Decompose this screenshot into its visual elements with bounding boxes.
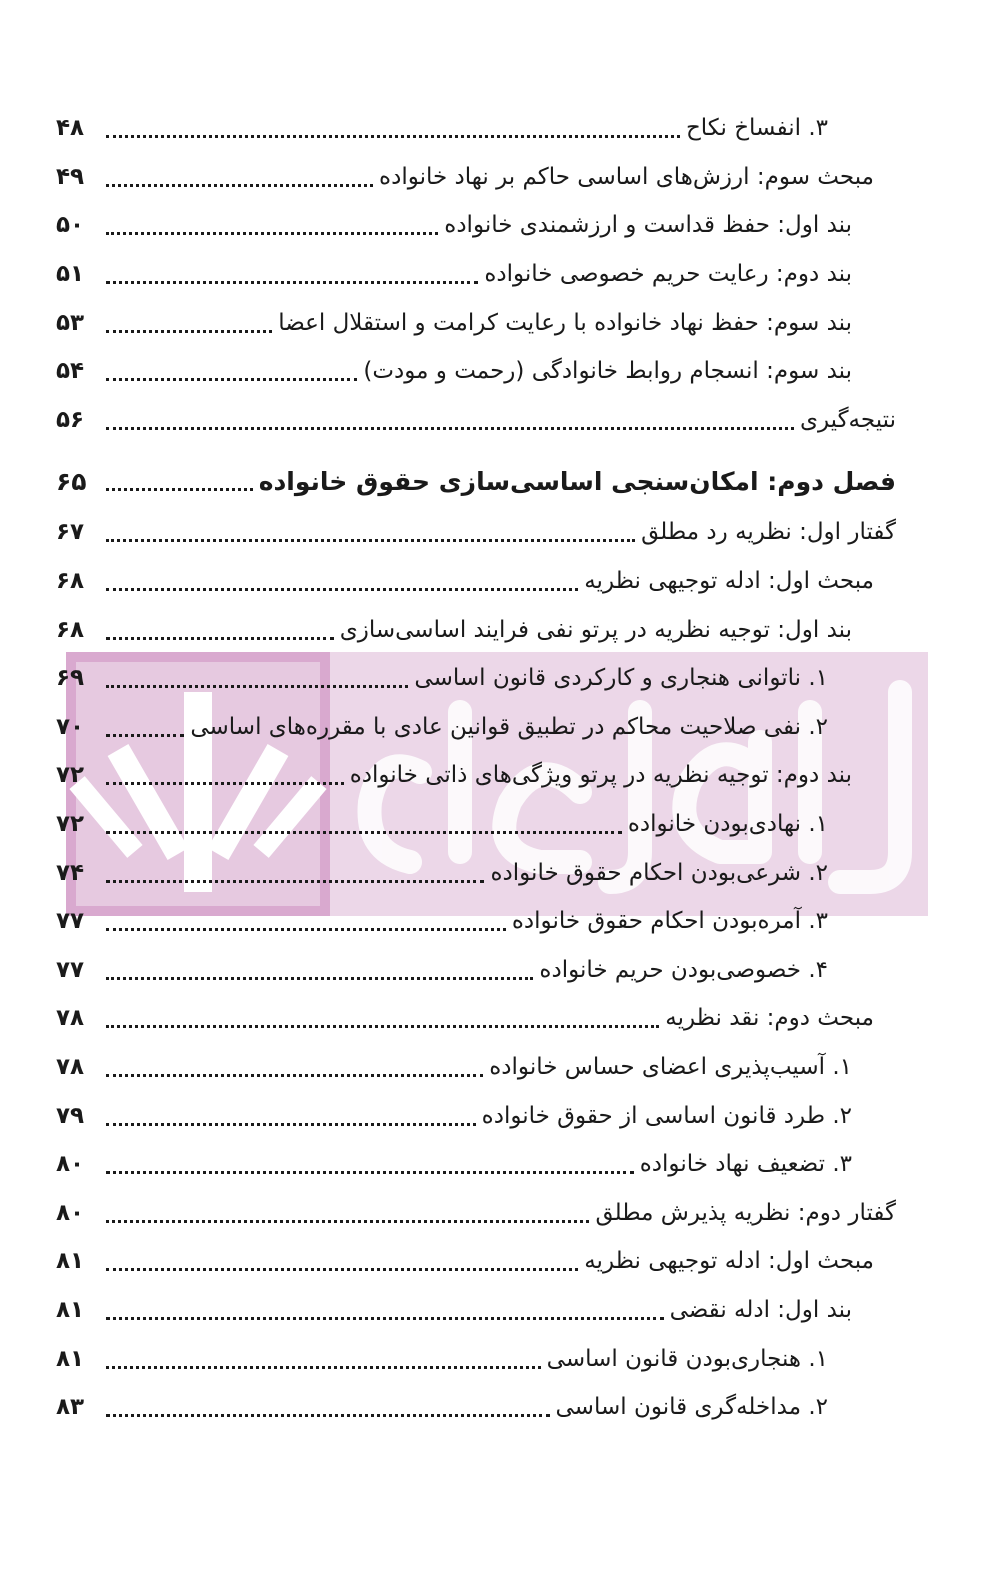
toc-entry-title: بند سوم: حفظ نهاد خانواده با رعایت کرامت و استقلال اعضا [278, 309, 852, 336]
toc-entry-title: نتیجه‌گیری [799, 406, 896, 433]
toc-entry-title: ۳. آمره‌بودن احکام حقوق خانواده [511, 908, 828, 935]
toc-entry-title: مبحث دوم: نقد نظریه [665, 1005, 874, 1032]
dot-leader [106, 1102, 476, 1130]
toc-entry-title: ۲. مداخله‌گری قانون اساسی [555, 1394, 828, 1421]
dot-leader [106, 163, 373, 191]
toc-entry [56, 1188, 896, 1237]
toc-entry-page-number: ۷۲ [56, 762, 85, 789]
toc-entry-page-number: ۶۷ [56, 519, 85, 546]
dot-leader [106, 518, 635, 546]
dot-leader [106, 1053, 483, 1081]
toc-entry-page-number: ۶۹ [56, 665, 85, 692]
dot-leader [106, 907, 506, 935]
toc-entry [56, 800, 896, 849]
toc-entry-title: ۲. طرد قانون اساسی از حقوق خانواده [481, 1102, 852, 1129]
dot-leader [106, 1296, 664, 1324]
toc-entry [56, 751, 896, 800]
toc-entry-page-number: ۴۹ [56, 163, 85, 190]
toc-entry [56, 508, 896, 557]
dot-leader [106, 713, 184, 741]
toc-entry-title: گفتار دوم: نظریه پذیرش مطلق [595, 1199, 896, 1226]
dot-leader [106, 357, 357, 385]
toc-entry-title: مبحث اول: ادله توجیهی نظریه [584, 568, 874, 595]
dot-leader [106, 114, 680, 142]
toc-entry-page-number: ۴۸ [56, 115, 85, 142]
toc-entry [56, 557, 896, 606]
dot-leader [106, 616, 334, 644]
toc-entry-page-number: ۸۱ [56, 1248, 85, 1275]
toc-entry-page-number: ۷۹ [56, 1102, 85, 1129]
toc-entry [56, 654, 896, 703]
toc-entry-page-number: ۸۱ [56, 1296, 85, 1323]
toc-entry-title: بند اول: توجیه نظریه در پرتو نفی فرایند اساسی‌سازی [339, 616, 852, 643]
toc-entry-page-number: ۸۰ [56, 1199, 85, 1226]
toc-entry-title: ۲. نفی صلاحیت محاکم در تطبیق قوانین عادی با مقرره‌های اساسی [190, 713, 828, 740]
toc-entry-title: بند دوم: رعایت حریم خصوصی خانواده [484, 261, 852, 288]
toc-entry [56, 396, 896, 445]
toc-entry [56, 1091, 896, 1140]
dot-leader [106, 664, 408, 692]
toc-entry-page-number: ۶۸ [56, 616, 85, 643]
toc-entry [56, 153, 896, 202]
toc-entry [56, 1383, 896, 1432]
toc-entry-page-number: ۷۲ [56, 811, 85, 838]
toc-entry-title: فصل دوم: امکان‌سنجی اساسی‌سازی حقوق خانواده [258, 466, 896, 496]
toc-entry [56, 946, 896, 995]
toc-entry-page-number: ۶۵ [56, 466, 87, 496]
toc-entry [56, 201, 896, 250]
dot-leader [106, 1345, 541, 1373]
toc-entry-title: ۳. تضعیف نهاد خانواده [639, 1151, 852, 1178]
dot-leader [106, 810, 622, 838]
dot-leader [106, 1247, 578, 1275]
toc-entry [56, 298, 896, 347]
dot-leader [106, 1004, 659, 1032]
toc-chapter-entry [56, 454, 896, 508]
toc-entry [56, 703, 896, 752]
toc-entry [56, 605, 896, 654]
toc-entry-title: بند اول: ادله نقضی [669, 1296, 852, 1323]
toc-entry-page-number: ۶۸ [56, 568, 85, 595]
toc-entry-title: ۱. ناتوانی هنجاری و کارکردی قانون اساسی [414, 665, 828, 692]
toc-entry-title: ۳. انفساخ نکاح [685, 115, 828, 142]
toc-entry [56, 1043, 896, 1092]
toc-entry-page-number: ۷۴ [56, 859, 85, 886]
toc-entry-title: ۱. هنجاری‌بودن قانون اساسی [546, 1345, 828, 1372]
toc-entry-title: بند سوم: انسجام روابط خانوادگی (رحمت و مودت) [363, 358, 852, 385]
toc-entry-title: مبحث سوم: ارزش‌های اساسی حاکم بر نهاد خانواده [379, 163, 874, 190]
dot-leader [106, 1150, 634, 1178]
toc-entry-title: ۴. خصوصی‌بودن حریم خانواده [539, 956, 828, 983]
toc-entry [56, 1334, 896, 1383]
dot-leader [106, 567, 578, 595]
toc-entry-title: گفتار اول: نظریه رد مطلق [641, 519, 896, 546]
toc-entry-page-number: ۵۶ [56, 406, 85, 433]
toc-entry-title: بند دوم: توجیه نظریه در پرتو ویژگی‌های ذاتی خانواده [349, 762, 852, 789]
toc-entry-page-number: ۸۱ [56, 1345, 85, 1372]
toc-entry-title: بند اول: حفظ قداست و ارزشمندی خانواده [444, 212, 852, 239]
toc-entry [56, 994, 896, 1043]
table-of-contents [56, 104, 896, 1431]
toc-entry-page-number: ۸۰ [56, 1151, 85, 1178]
toc-entry-page-number: ۷۸ [56, 1005, 85, 1032]
toc-entry-page-number: ۷۷ [56, 956, 85, 983]
toc-entry-title: ۲. شرعی‌بودن احکام حقوق خانواده [490, 859, 828, 886]
toc-entry [56, 347, 896, 396]
toc-entry-page-number: ۷۷ [56, 908, 85, 935]
dot-leader [106, 406, 794, 434]
toc-entry [56, 848, 896, 897]
dot-leader [106, 761, 344, 789]
dot-leader [106, 211, 438, 239]
toc-entry [56, 1237, 896, 1286]
toc-entry-page-number: ۵۱ [56, 261, 85, 288]
toc-entry-title: ۱. آسیب‌پذیری اعضای حساس خانواده [489, 1053, 852, 1080]
toc-entry-page-number: ۷۸ [56, 1053, 85, 1080]
dot-leader [106, 467, 253, 495]
toc-entry-title: مبحث اول: ادله توجیهی نظریه [584, 1248, 874, 1275]
toc-entry-page-number: ۷۰ [56, 713, 85, 740]
dot-leader [106, 859, 484, 887]
dot-leader [106, 309, 272, 337]
toc-entry-title: ۱. نهادی‌بودن خانواده [627, 811, 828, 838]
dot-leader [106, 1393, 550, 1421]
toc-entry [56, 104, 896, 153]
dot-leader [106, 956, 533, 984]
toc-entry-page-number: ۵۳ [56, 309, 85, 336]
dot-leader [106, 1199, 589, 1227]
toc-entry [56, 1286, 896, 1335]
toc-entry-page-number: ۸۳ [56, 1394, 85, 1421]
toc-entry [56, 897, 896, 946]
dot-leader [106, 260, 478, 288]
toc-entry [56, 1140, 896, 1189]
toc-entry [56, 250, 896, 299]
toc-entry-page-number: ۵۰ [56, 212, 85, 239]
toc-entry-page-number: ۵۴ [56, 358, 85, 385]
